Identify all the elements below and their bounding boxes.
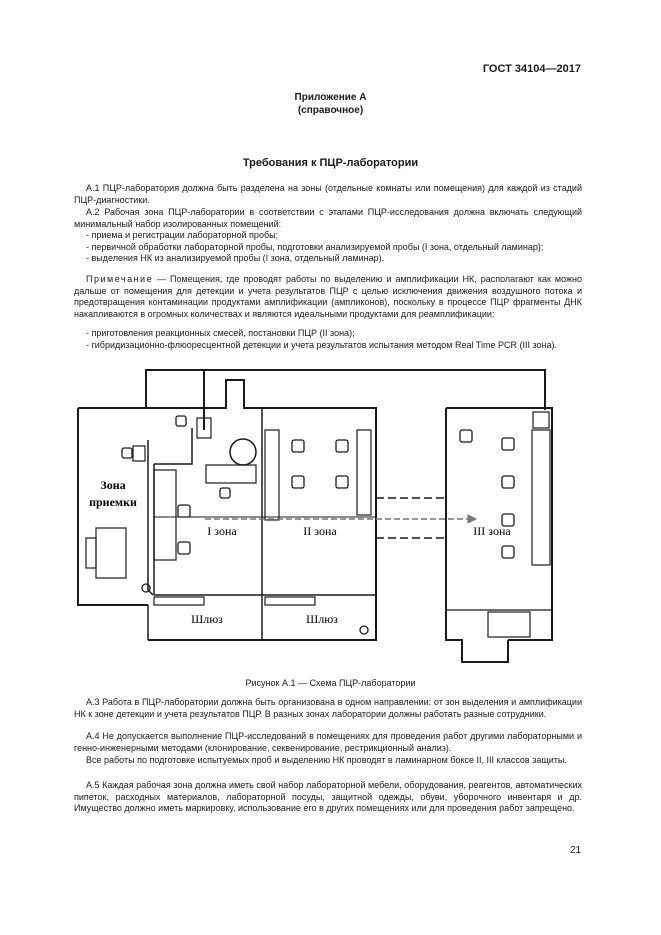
paragraph-a5: А.5 Каждая рабочая зона должна иметь свой набор лабораторной мебели, оборудования, реагентов, автоматических пипеток, расходных материалов, лабораторной посуды, защитной одежды, обуви, уборочного инвентаря и др. Имущество должно иметь маркировку, использование его в других помещениях или для проведения работ запрещено. [74,780,582,813]
section-title: Требования к ПЦР-лаборатории [242,157,419,169]
page-number: 21 [570,845,582,856]
list-item: - гибридизационно-флюоресцентной детекции и учета результатов испытания методом Real Time PCR (III зона). [86,339,557,350]
label-airlock-2: Шлюз [306,612,338,626]
list-item: - приема и регистрации лабораторной пробы; [86,230,279,240]
appendix-title: Приложение А [294,92,367,103]
paragraph-a2: А.2 Рабочая зона ПЦР-лаборатории в соответствии с этапами ПЦР-исследования должна включать следующий минимальный набор изолированных помещений: [74,207,582,229]
label-reception-line2: приемки [89,495,137,509]
note-label: Примечание [86,274,154,284]
note-text: — Помещения, где проводят работы по выделению и амплификации НК, располагают как можно дальше от помещения для детекции и учета результатов ПЦР с целью исключения движения воздушного потока и предотвращения контаминации продуктами амплификации (ампликонов), поскольку в процессе ПЦР фрагменты ДНК накапливаются в огромных количествах и являются идеальными продуктами для реамплификации; [74,274,582,319]
label-zone-1: I зона [207,524,237,538]
figure-caption: Рисунок А.1 — Схема ПЦР-лаборатории [245,678,416,688]
label-airlock-1: Шлюз [191,612,223,626]
list-item: - приготовления реакционных смесей, постановки ПЦР (II зона); [86,328,355,338]
paragraph-a4: А.4 Не допускается выполнение ПЦР-исследований в помещениях для проведения работ другими лабораторными и генно-инженерными методами (клонирование, секвенирование, рестрикционный анализ). [74,731,582,753]
list-item: - выделения НК из анализируемой пробы (I зона, отдельный ламинар). [86,253,385,263]
label-zone-3: III зона [473,524,511,538]
paragraph-a3: А.3 Работа в ПЦР-лаборатории должна быть организована в одном направлении: от зон выделения и амплификации НК к зоне детекции и учета результатов ПЦР. В разных зонах лаборатории должны работать разные сотрудники. [74,697,582,719]
standard-number: ГОСТ 34104—2017 [482,63,581,75]
label-zone-2: II зона [303,524,337,538]
appendix-subtitle: (справочное) [297,105,364,116]
label-reception-line1: Зона [100,478,126,492]
paragraph-a1: А.1 ПЦР-лаборатория должна быть разделена на зоны (отдельные комнаты или помещения) для каждой из стадий ПЦР-диагностики. [74,183,582,205]
paragraph-a4b: Все работы по подготовке испытуемых проб и выделению НК проводят в ламинарном боксе II, III классов защиты. [86,755,567,765]
list-item: - первичной обработки лабораторной пробы, подготовки анализируемой пробы (I зона, отдельный ламинар); [86,241,544,252]
